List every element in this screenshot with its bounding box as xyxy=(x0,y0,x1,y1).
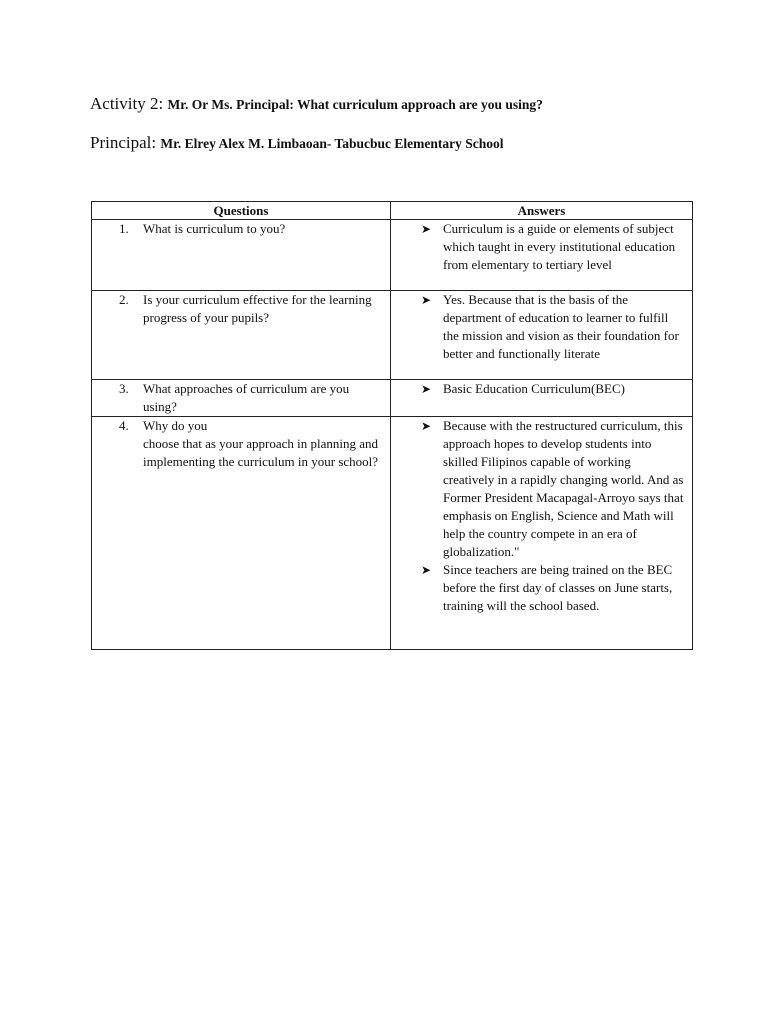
arrow-bullet-icon: ➤ xyxy=(421,222,432,236)
question-number: 3. xyxy=(119,381,129,396)
table-row xyxy=(92,291,693,380)
questions-column-header: Questions xyxy=(92,202,391,220)
arrow-bullet-icon: ➤ xyxy=(421,293,432,307)
answer-text: Since teachers are being trained on the BEC before the first day of classes on June starts, training will the school based. xyxy=(443,562,673,613)
answer-text: Basic Education Curriculum(BEC) xyxy=(443,381,625,396)
answer-text: Because with the restructured curriculum, this approach hopes to develop students into skilled Filipinos capable of working creatively in a rapidly changing world. And as Former President Macapagal-Arroyo says that emphasis on English, Science and Math will help the country compete in an era of globalization." xyxy=(443,418,684,559)
answer-text: Curriculum is a guide or elements of subject which taught in every institutional education from elementary to tertiary level xyxy=(443,221,676,272)
answer-bullet xyxy=(419,380,684,398)
answer-cell xyxy=(391,380,693,417)
answer-cell xyxy=(391,220,693,291)
answer-cell xyxy=(391,291,693,380)
principal-heading xyxy=(90,133,504,154)
activity-label: Activity 2 xyxy=(90,94,159,113)
arrow-bullet-icon: ➤ xyxy=(421,563,432,577)
table-header-row xyxy=(92,202,693,220)
question-cell xyxy=(92,220,391,291)
principal-separator: : xyxy=(151,133,161,152)
answer-bullet xyxy=(419,417,684,561)
activity-separator: : xyxy=(158,94,168,113)
question-text: What approaches of curriculum are you using? xyxy=(143,381,350,414)
question-cell xyxy=(92,417,391,650)
principal-label: Principal xyxy=(90,133,152,152)
question-cell xyxy=(92,380,391,417)
arrow-bullet-icon: ➤ xyxy=(421,419,432,433)
answer-text: Yes. Because that is the basis of the department of education to learner to fulfill the mission and vision as their foundation for better and functionally literate xyxy=(443,292,679,361)
question-text: What is curriculum to you? xyxy=(143,221,286,236)
principal-name: Mr. Elrey Alex M. Limbaoan- Tabucbuc Elementary School xyxy=(160,136,504,151)
answers-column-header: Answers xyxy=(391,202,693,220)
answer-bullet xyxy=(419,220,684,274)
arrow-bullet-icon: ➤ xyxy=(421,382,432,396)
table-row xyxy=(92,417,693,650)
question-number: 1. xyxy=(119,221,129,236)
question-number: 4. xyxy=(119,418,129,433)
answer-bullet xyxy=(419,561,684,615)
table-row xyxy=(92,380,693,417)
question-number: 2. xyxy=(119,292,129,307)
activity-title: Mr. Or Ms. Principal: What curriculum approach are you using? xyxy=(167,97,543,112)
question-text: Why do you choose that as your approach in planning and implementing the curriculum in your school? xyxy=(143,418,379,469)
activity-heading xyxy=(90,94,543,115)
question-cell xyxy=(92,291,391,380)
questions-answers-table xyxy=(91,201,693,650)
question-text: Is your curriculum effective for the learning progress of your pupils? xyxy=(143,292,372,325)
table-row xyxy=(92,220,693,291)
answer-cell xyxy=(391,417,693,650)
answer-bullet xyxy=(419,291,684,363)
